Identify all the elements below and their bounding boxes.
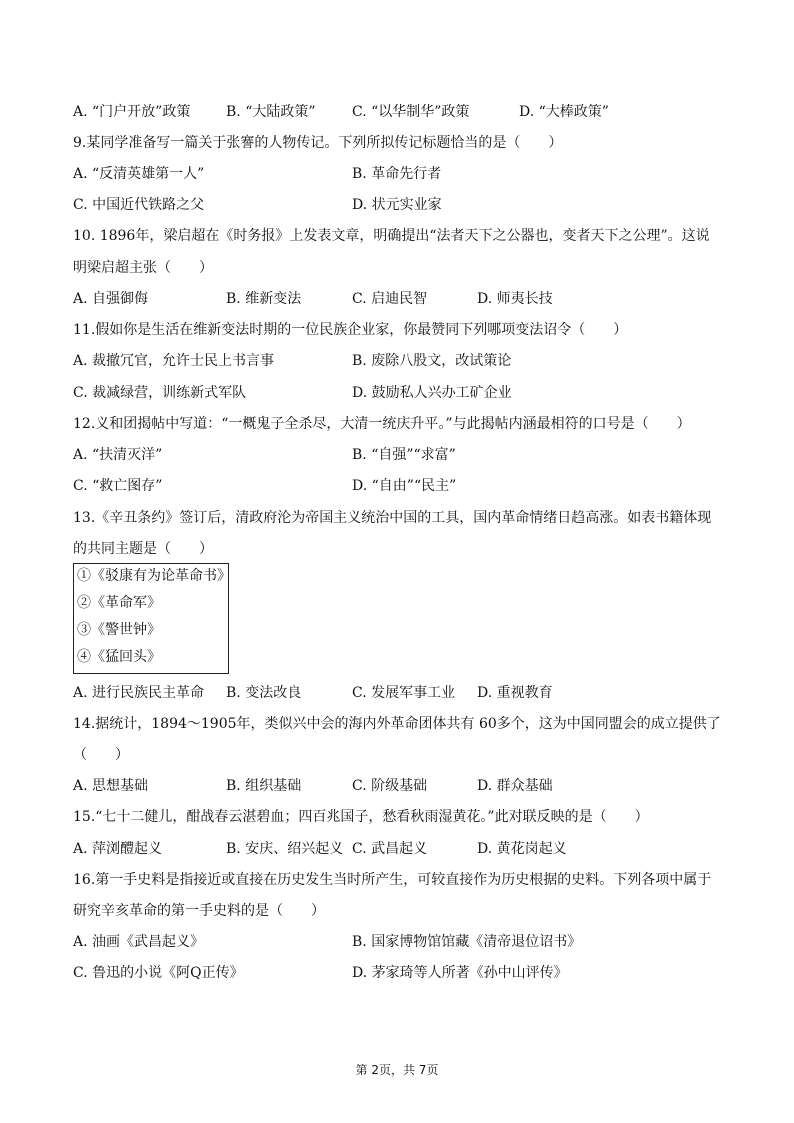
q12-option-d: D. “自由”“民主” (352, 478, 457, 494)
q13-book-table (73, 563, 229, 674)
q14-option-c: C. 阶级基础 (352, 778, 428, 794)
q13-option-b: B. 变法改良 (226, 685, 302, 701)
q11-stem: 11.假如你是生活在维新变法时期的一位民族企业家，你最赞同下列哪项变法诏令（ ） (73, 322, 628, 338)
q13-option-c: C. 发展军事工业 (352, 685, 456, 701)
q11-option-b: B. 废除八股文，改试策论 (352, 353, 512, 369)
q16-option-d: D. 茅家琦等人所著《孙中山评传》 (352, 965, 568, 981)
q16-option-a: A. 油画《武昌起义》 (73, 934, 205, 950)
q9-option-b: B. 革命先行者 (352, 166, 442, 182)
q9-stem: 9.某同学准备写一篇关于张謇的人物传记。下列所拟传记标题恰当的是（ ） (73, 135, 563, 151)
q14-option-b: B. 组织基础 (226, 778, 302, 794)
q8-option-b: B. “大陆政策” (226, 104, 316, 120)
q9-option-c: C. 中国近代铁路之父 (73, 197, 205, 213)
q10-option-a: A. 自强御侮 (73, 291, 149, 307)
q13-option-a: A. 进行民族民主革命 (73, 685, 205, 701)
q8-option-a: A. “门户开放”政策 (73, 104, 191, 120)
q12-option-b: B. “自强”“求富” (352, 447, 456, 463)
q16-stem-line1: 16.第一手史料是指接近或直接在历史发生当时所产生，可较直接作为历史根据的史料。下列各项中属于 (73, 872, 712, 888)
q15-option-a: A. 萍浏醴起义 (73, 841, 163, 857)
q16-option-c: C. 鲁迅的小说《阿Q正传》 (73, 965, 244, 981)
q15-stem: 15.“七十二健儿，酣战春云湛碧血；四百兆国子，愁看秋雨湿黄花。”此对联反映的是（ ） (73, 809, 649, 825)
q16-option-b: B. 国家博物馆馆藏《清帝退位诏书》 (352, 934, 582, 950)
q10-option-c: C. 启迪民智 (352, 291, 428, 307)
q13-book-4: ④《猛回头》 (77, 649, 161, 665)
q9-option-d: D. 状元实业家 (352, 197, 442, 213)
q13-stem-line1: 13.《辛丑条约》签订后，清政府沦为帝国主义统治中国的工具，国内革命情绪日趋高涨。如表书籍体现 (73, 510, 712, 526)
q11-option-a: A. 裁撤冗官，允许士民上书言事 (73, 353, 275, 369)
q9-option-a: A. “反清英雄第一人” (73, 166, 205, 182)
q16-stem-line2: 研究辛亥革命的第一手史料的是（ ） (73, 903, 325, 919)
q10-stem-line1: 10. 1896年，梁启超在《时务报》上发表文章，明确提出“法者天下之公器也，变者天下之公理”。这说 (73, 228, 710, 244)
q15-option-c: C. 武昌起义 (352, 841, 428, 857)
q13-stem-line2: 的共同主题是（ ） (73, 541, 213, 557)
page-footer: 第 2页，共 7页 (355, 1063, 439, 1077)
q11-option-c: C. 裁减绿营，训练新式军队 (73, 385, 247, 401)
q12-stem: 12.义和团揭帖中写道：“一概鬼子全杀尽，大清一统庆升平。”与此揭帖内涵最相符的口号是（ ） (73, 416, 691, 432)
q12-option-a: A. “扶清灭洋” (73, 447, 163, 463)
q13-book-3: ③《警世钟》 (77, 622, 161, 638)
q15-option-b: B. 安庆、绍兴起义 (226, 841, 344, 857)
q12-option-c: C. “救亡图存” (73, 478, 163, 494)
q8-option-c: C. “以华制华”政策 (352, 104, 470, 120)
q10-stem-line2: 明梁启超主张（ ） (73, 260, 213, 276)
q14-stem-line2: （ ） (73, 747, 129, 763)
q10-option-b: B. 维新变法 (226, 291, 302, 307)
q13-option-d: D. 重视教育 (477, 685, 553, 701)
q15-option-d: D. 黄花岗起义 (477, 841, 567, 857)
q14-option-a: A. 思想基础 (73, 778, 149, 794)
q11-option-d: D. 鼓励私人兴办工矿企业 (352, 385, 512, 401)
q10-option-d: D. 师夷长技 (477, 291, 553, 307)
q8-option-d: D. “大棒政策” (519, 104, 609, 120)
q13-book-2: ②《革命军》 (77, 595, 161, 611)
q13-book-1: ①《驳康有为论革命书》 (77, 568, 231, 584)
q14-option-d: D. 群众基础 (477, 778, 553, 794)
q14-stem-line1: 14.据统计，1894～1905年，类似兴中会的海内外革命团体共有 60多个，这为中国同盟会的成立提供了 (73, 716, 721, 732)
